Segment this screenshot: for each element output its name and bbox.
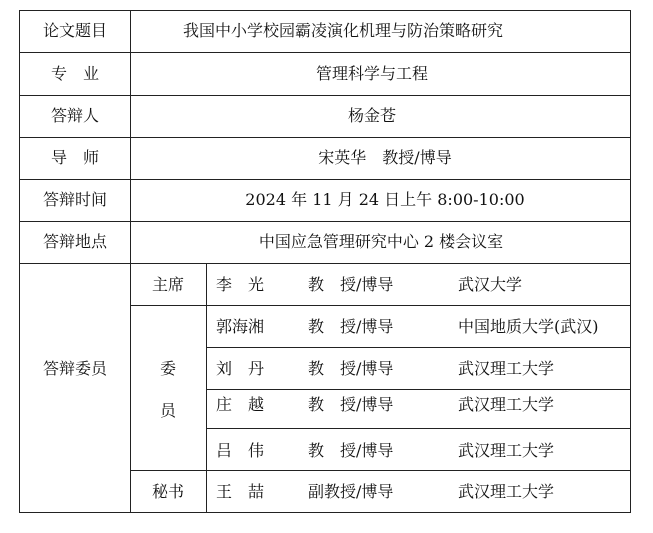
member-org: 武汉大学 bbox=[458, 275, 523, 294]
member-title: 教 授/博导 bbox=[308, 441, 394, 460]
committee-row-divider bbox=[206, 389, 631, 390]
row-divider bbox=[19, 179, 631, 180]
label-column-divider bbox=[130, 10, 131, 513]
member-title: 教 授/博导 bbox=[308, 359, 394, 378]
table-border-right bbox=[630, 10, 631, 513]
major-label: 专 业 bbox=[50, 64, 100, 83]
member-org: 武汉理工大学 bbox=[458, 441, 555, 460]
row-divider bbox=[19, 95, 631, 96]
member-role-char-2: 员 bbox=[159, 401, 177, 420]
row-divider bbox=[19, 52, 631, 53]
major-value: 管理科学与工程 bbox=[315, 64, 429, 83]
advisor-label: 导 师 bbox=[50, 148, 100, 167]
secretary-name: 王 喆 bbox=[216, 482, 265, 501]
member-title: 教 授/博导 bbox=[308, 317, 394, 336]
chair-role: 主席 bbox=[151, 275, 185, 294]
member-title: 教 授/博导 bbox=[308, 395, 394, 414]
table-border-top bbox=[19, 10, 631, 11]
member-org: 武汉理工大学 bbox=[458, 395, 555, 414]
defender-label: 答辩人 bbox=[50, 106, 100, 125]
member-name: 吕 伟 bbox=[216, 441, 265, 460]
time-label: 答辩时间 bbox=[42, 190, 108, 209]
member-name: 郭海湘 bbox=[216, 317, 265, 336]
committee-row-divider bbox=[206, 428, 631, 429]
member-name: 李 光 bbox=[216, 275, 265, 294]
row-divider bbox=[19, 137, 631, 138]
role-column-divider bbox=[206, 263, 207, 513]
advisor-value: 宋英华 教授/博导 bbox=[318, 148, 452, 167]
table-border-bottom bbox=[19, 512, 631, 513]
defense-time: 2024 年 11 月 24 日上午 8:00-10:00 bbox=[245, 190, 525, 209]
defender-name: 杨金苍 bbox=[347, 106, 397, 125]
title-label: 论文题目 bbox=[42, 21, 108, 40]
secretary-role: 秘书 bbox=[151, 482, 185, 501]
member-name: 刘 丹 bbox=[216, 359, 265, 378]
place-label: 答辩地点 bbox=[42, 232, 108, 251]
table-border-left bbox=[19, 10, 20, 513]
row-divider bbox=[19, 221, 631, 222]
defense-place: 中国应急管理研究中心 2 楼会议室 bbox=[258, 232, 504, 251]
secretary-title: 副教授/博导 bbox=[308, 482, 394, 501]
member-role-char-1: 委 bbox=[159, 359, 177, 378]
member-name: 庄 越 bbox=[216, 395, 265, 414]
committee-label: 答辩委员 bbox=[42, 359, 108, 378]
member-org: 武汉理工大学 bbox=[458, 359, 555, 378]
committee-row-divider bbox=[206, 347, 631, 348]
member-org: 中国地质大学(武汉) bbox=[458, 317, 599, 336]
member-title: 教 授/博导 bbox=[308, 275, 394, 294]
row-divider bbox=[19, 263, 631, 264]
thesis-title: 我国中小学校园霸凌演化机理与防治策略研究 bbox=[182, 21, 504, 40]
secretary-org: 武汉理工大学 bbox=[458, 482, 555, 501]
